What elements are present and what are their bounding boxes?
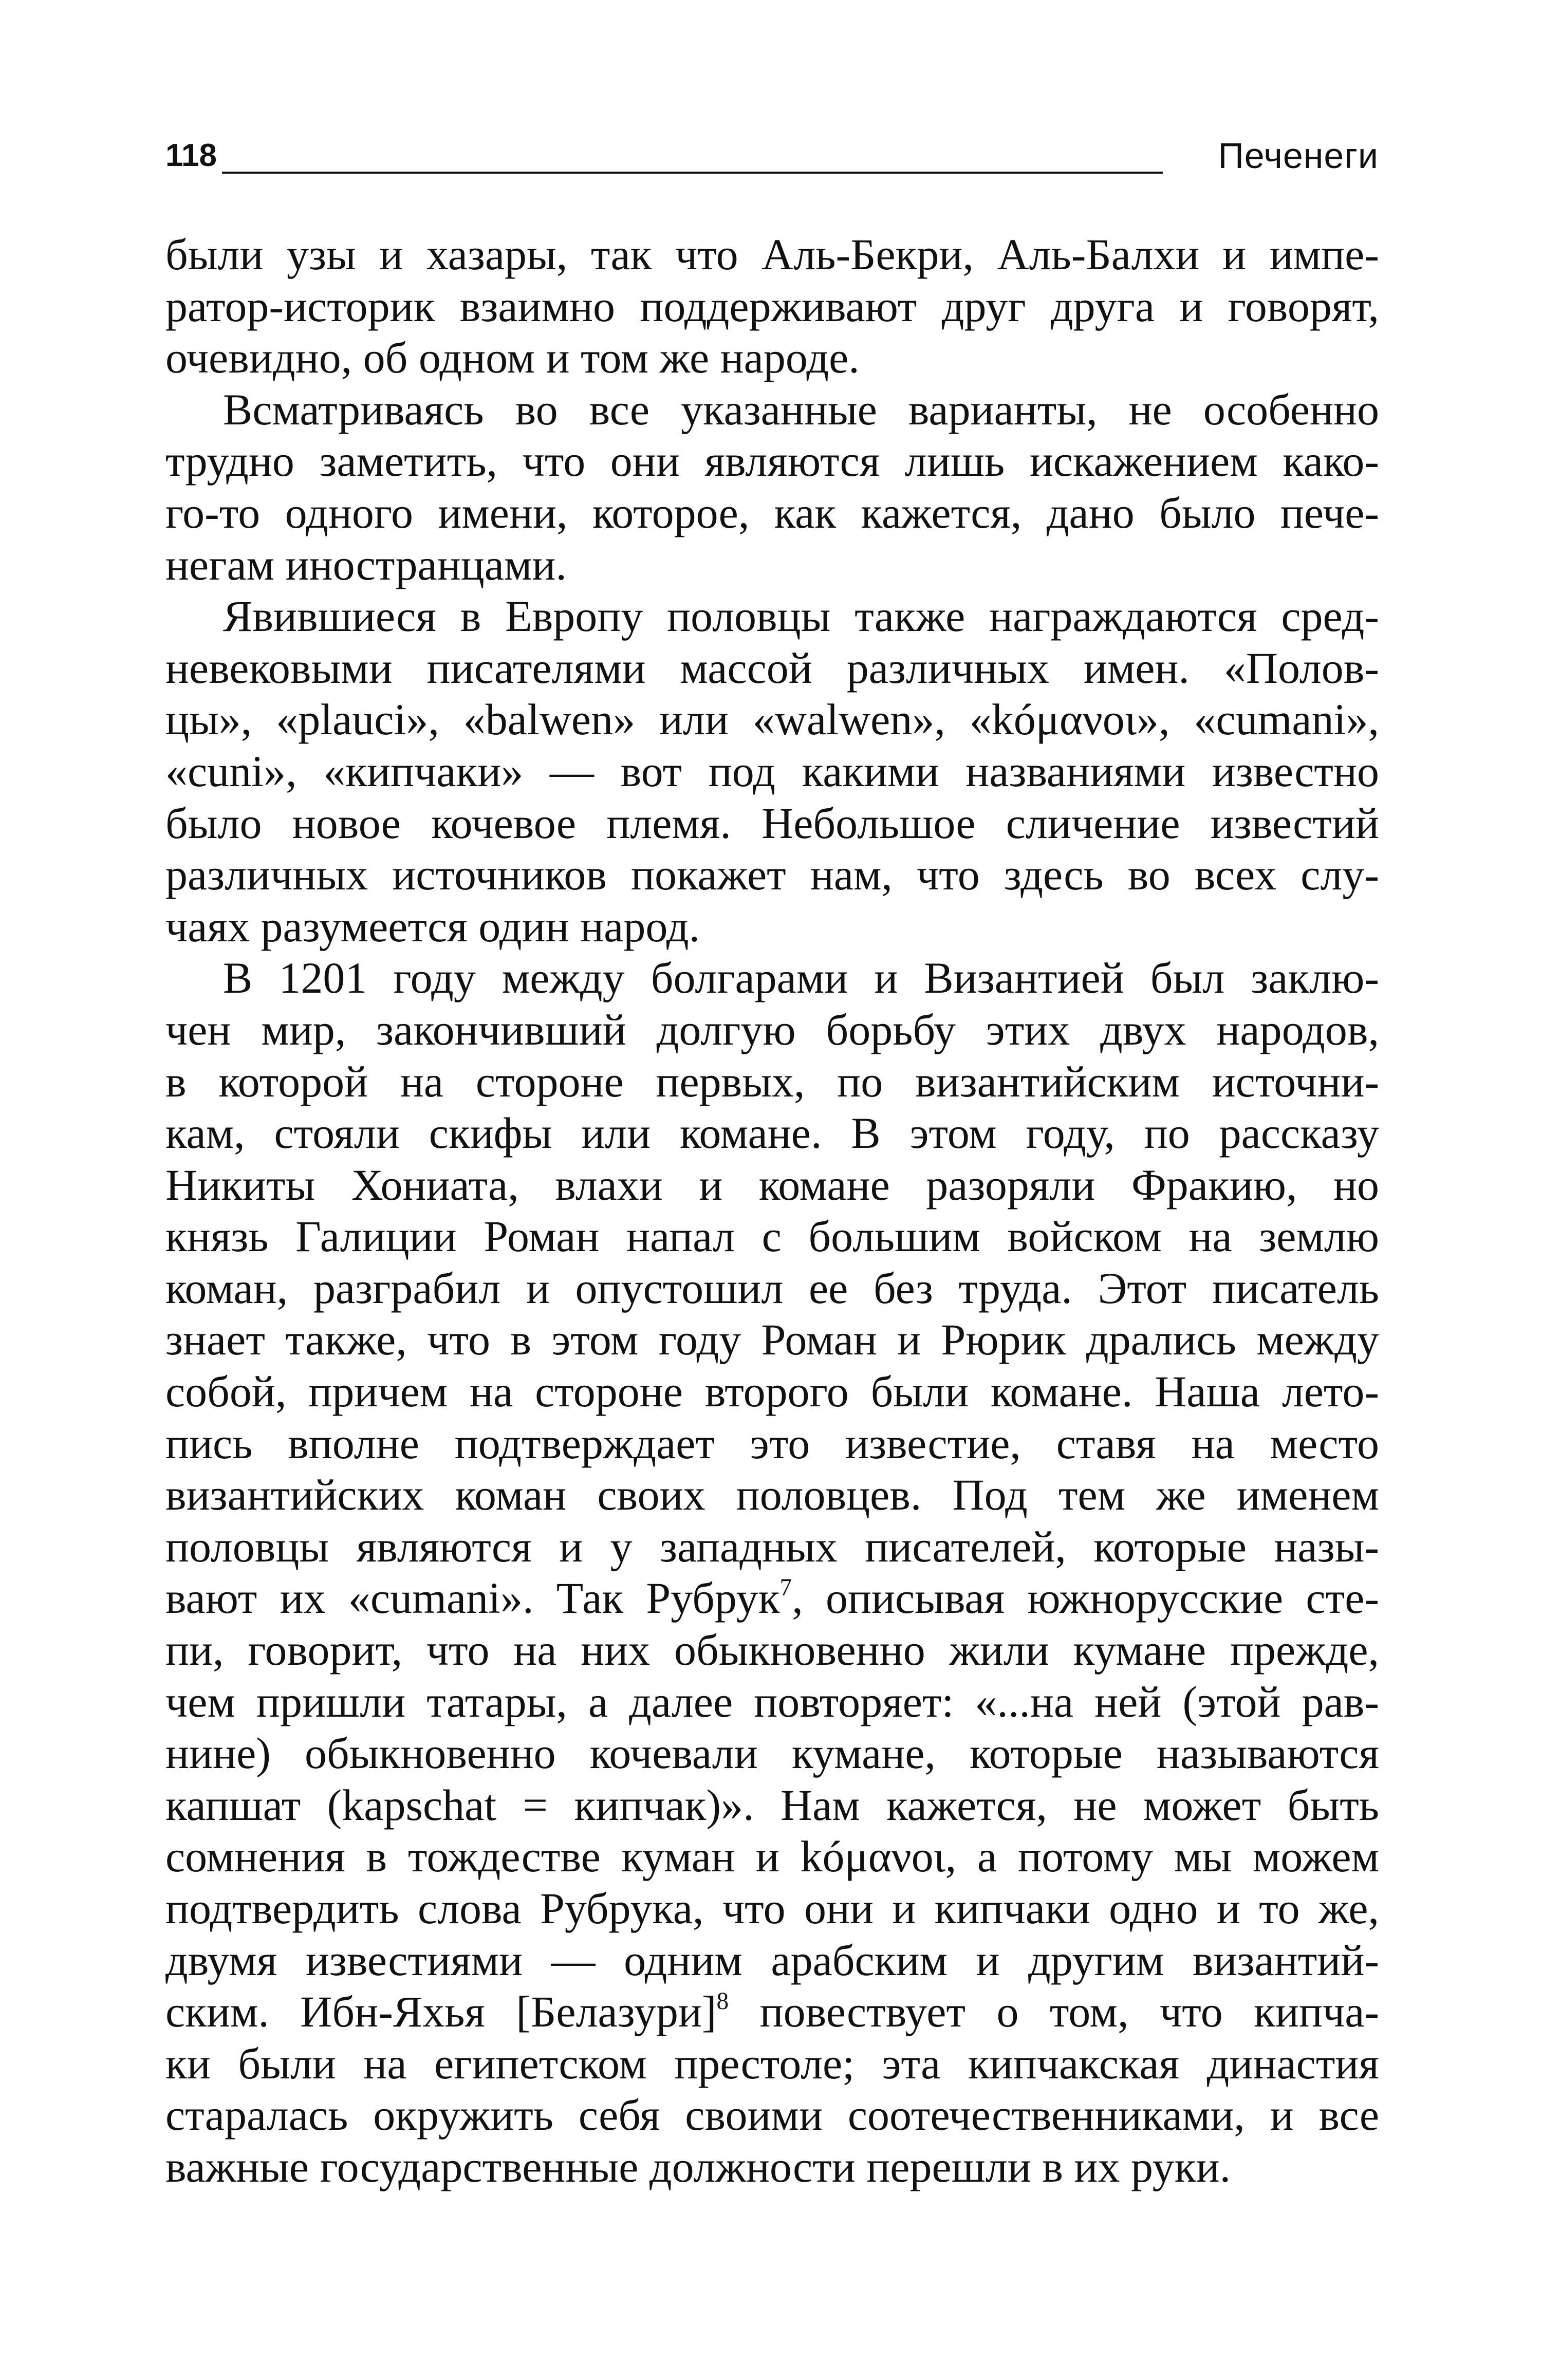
paragraph xyxy=(165,952,1379,2192)
text-line: негам иностранцами. xyxy=(165,540,567,589)
text-line: половцы являются и у западных писателей, которые назы- xyxy=(165,1521,1379,1571)
text-line: Всматриваясь во все указанные варианты, не особенно xyxy=(223,384,1379,434)
text-line: трудно заметить, что они являются лишь искажением како- xyxy=(165,436,1379,486)
text-segment: вают их «cumani». Так Рубрук xyxy=(165,1573,780,1623)
paragraph xyxy=(165,384,1379,590)
text-line: князь Галиции Роман напал с большим войском на землю xyxy=(165,1212,1379,1261)
text-line: собой, причем на стороне второго были команe. Наша лето- xyxy=(165,1367,1379,1417)
paragraph xyxy=(165,229,1379,384)
text-line: были узы и хазары, так что Аль-Бекри, Аль-Балхи и импе- xyxy=(165,230,1379,279)
paragraph xyxy=(165,590,1379,952)
text-line: коман, разграбил и опустошил ее без труда. Этот писатель xyxy=(165,1263,1379,1313)
text-line-with-footnote xyxy=(165,1986,1379,2038)
text-line: знает также, что в этом году Роман и Рюрик дрались между xyxy=(165,1315,1379,1365)
text-line: византийских коман своих половцев. Под тем же именем xyxy=(165,1470,1379,1520)
text-line: го-то одного имени, которое, как кажется, дано было пече- xyxy=(165,488,1379,537)
footnote-ref-7: 7 xyxy=(779,1574,792,1602)
text-line: капшат (kapschat = кипчак)». Нам кажется, не может быть xyxy=(165,1780,1379,1830)
body-text xyxy=(165,229,1379,2193)
text-line: в которой на стороне первых, по византийским источни- xyxy=(165,1056,1379,1106)
text-line: важные государственные должности перешли в их руки. xyxy=(165,2142,1231,2191)
text-line: ки были на египетском престоле; эта кипчакская династия xyxy=(165,2038,1379,2088)
text-line: кам, стояли скифы или команe. В этом году, по рассказу xyxy=(165,1108,1379,1158)
text-line: чен мир, закончивший долгую борьбу этих двух народов, xyxy=(165,1005,1379,1054)
header-rule xyxy=(222,172,1163,174)
text-line: «cuni», «кипчаки» — вот под какими названиями известно xyxy=(165,746,1379,796)
running-header xyxy=(165,138,1379,184)
text-line: чем пришли татары, а далее повторяет: «...на ней (этой рав- xyxy=(165,1677,1379,1726)
text-line: ратор-историк взаимно поддерживают друг друга и говорят, xyxy=(165,281,1379,331)
text-line: нине) обыкновенно кочевали куманe, которые называются xyxy=(165,1728,1379,1778)
running-title: Печенеги xyxy=(1218,136,1379,176)
text-line: двумя известиями — одним арабским и другим византий- xyxy=(165,1935,1379,1985)
text-line: цы», «plauci», «balwen» или «walwen», «kóμανοι», «cumani», xyxy=(165,695,1379,745)
text-line: различных источников покажет нам, что здесь во всех слу- xyxy=(165,850,1379,900)
text-line: Никиты Хониата, влахи и команe разоряли Фракию, но xyxy=(165,1160,1379,1210)
text-line: невековыми писателями массой различных имен. «Полов- xyxy=(165,643,1379,693)
text-line: было новое кочевое племя. Небольшое сличение известий xyxy=(165,798,1379,848)
text-line: подтвердить слова Рубрука, что они и кипчаки одно и то же, xyxy=(165,1884,1379,1933)
text-segment: , описывая южнорусские сте- xyxy=(792,1573,1380,1623)
text-line: старалась окружить себя своими соотечественниками, и все xyxy=(165,2090,1379,2140)
text-segment: ским. Ибн-Яхья [Белазури] xyxy=(165,1987,717,2037)
text-line: Явившиеся в Европу половцы также награждаются сред- xyxy=(223,591,1379,641)
text-line-with-footnote xyxy=(165,1572,1379,1624)
text-line: пись вполне подтверждает это известие, ставя на место xyxy=(165,1418,1379,1468)
text-line: очевидно, об одном и том же народе. xyxy=(165,333,860,383)
text-line: чаях разумеется один народ. xyxy=(165,901,700,951)
text-segment: повествует о том, что кипча- xyxy=(729,1987,1380,2037)
footnote-ref-8: 8 xyxy=(716,1988,729,2015)
page-number: 118 xyxy=(165,138,217,173)
text-line: пи, говорит, что на них обыкновенно жили куманe прежде, xyxy=(165,1625,1379,1675)
text-line: В 1201 году между болгарами и Византией был заклю- xyxy=(223,953,1379,1003)
text-line: сомнения в тождестве куман и kóμανοι, а потому мы можем xyxy=(165,1832,1379,1882)
